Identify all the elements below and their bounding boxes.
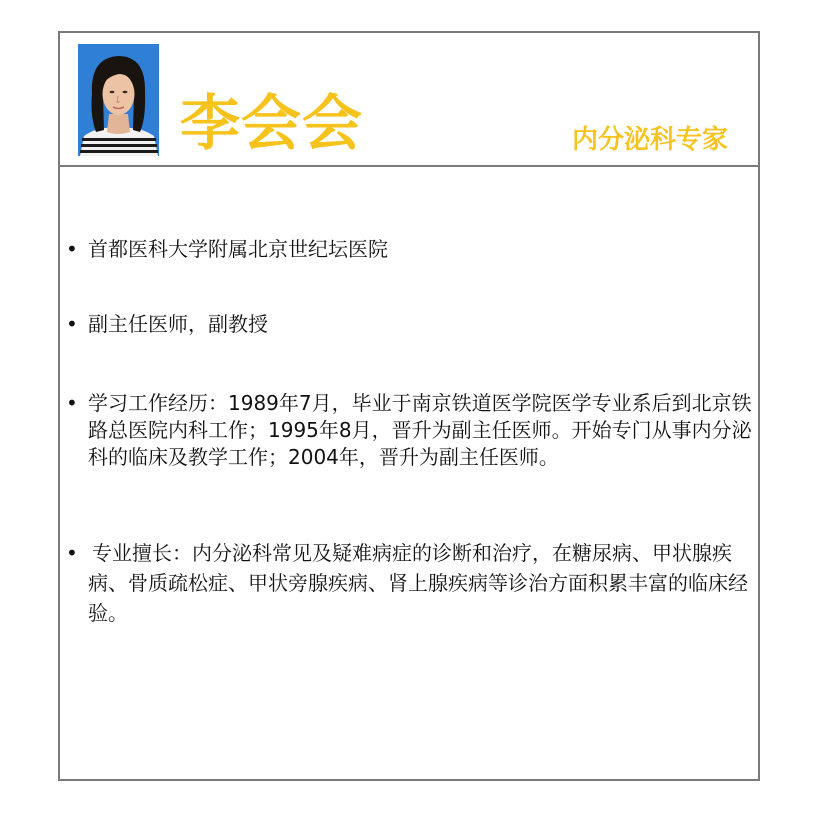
hospital-text: 首都医科大学附属北京世纪坛医院 [88,237,388,261]
doctor-specialty: 内分泌科专家 [571,125,728,155]
career-history-text: 学习工作经历：1989年7月，毕业于南京铁道医学院医学专业系后到北京铁路总医院内科工作；1995年8月，晋升为副主任医师。开始专门从事内分泌科的临床及教学工作；2004年，晋升为副主任医师。 [88,391,752,469]
list-item [66,538,756,628]
profile-details-list [60,33,758,779]
list-item [66,236,756,263]
title-text: 副主任医师，副教授 [88,312,268,336]
doctor-name: 李会会 [180,89,363,159]
bullet-icon: • [66,541,78,565]
profile-card [58,31,760,781]
list-item [66,311,756,338]
bullet-icon: • [66,237,78,261]
expertise-text: 专业擅长：内分泌科常见及疑难病症的诊断和治疗，在糖尿病、甲状腺疾病、骨质疏松症、甲状旁腺疾病、肾上腺疾病等诊治方面积累丰富的临床经验。 [88,541,748,625]
bullet-icon: • [66,391,78,415]
bullet-icon: • [66,312,78,336]
list-item [66,390,756,471]
